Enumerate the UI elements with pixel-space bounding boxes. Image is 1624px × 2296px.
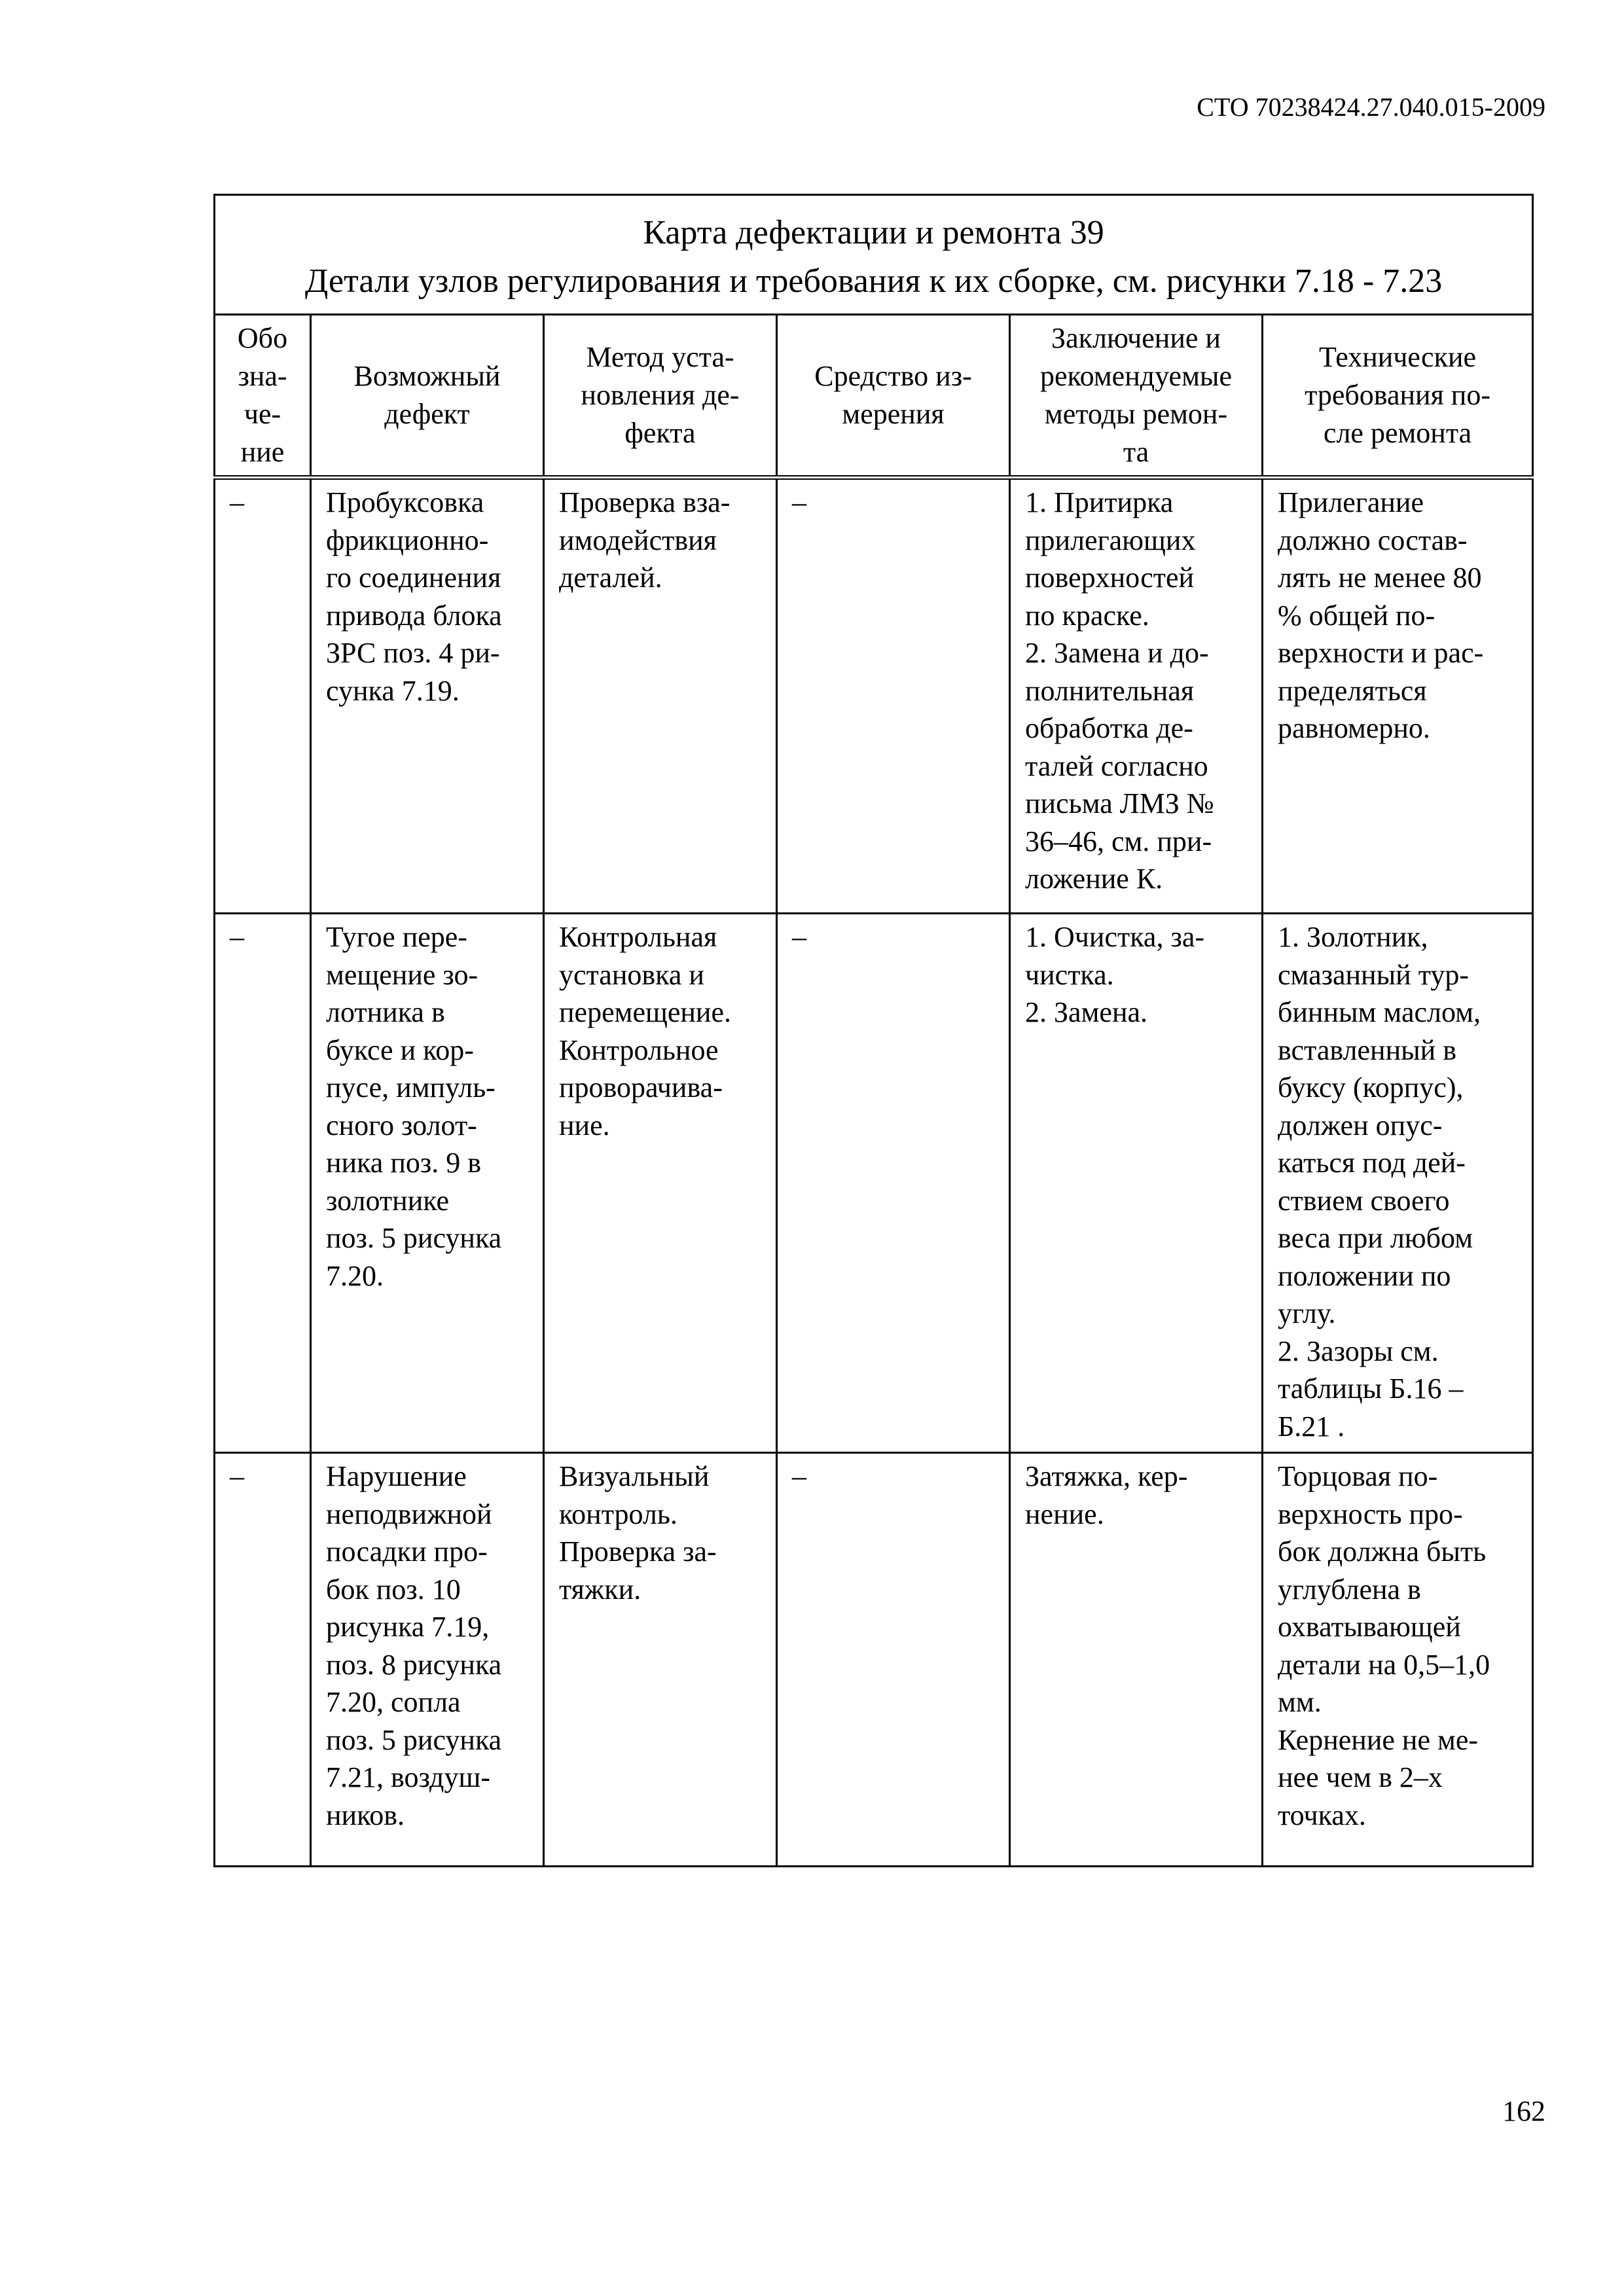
cell-defect: Нарушение неподвижной посадки про- бок поз. 10 рисунка 7.19, поз. 8 рисунка 7.20, сопла поз. 5 рисунка 7.21, воздуш- ников. [311,1453,544,1867]
cell-conclusion: Затяжка, кер- нение. [1010,1453,1263,1867]
column-header-designation: Обо зна- че- ние [215,315,311,478]
card-title-line-1: Карта дефектации и ремонта 39 [643,214,1104,251]
card-title [215,195,1533,315]
cell-designation: – [215,1453,311,1867]
card-title-row [215,195,1533,315]
column-header-requirements: Технические требования по- сле ремонта [1263,315,1533,478]
cell-requirements: 1. Золотник, смазанный тур- бинным маслом, вставленный в буксу (корпус), должен опус- каться под дей- ствием своего веса при любом положении по углу. 2. Зазоры см. таблицы Б.16 – Б.21 . [1263,914,1533,1453]
cell-defect: Пробуксовка фрикционно- го соединения привода блока ЗРС поз. 4 ри- сунка 7.19. [311,478,544,914]
table-header-row [215,315,1533,478]
column-header-conclusion: Заключение и рекомендуемые методы ремон- та [1010,315,1263,478]
cell-method: Проверка вза- имодействия деталей. [544,478,777,914]
defect-repair-card-table [213,194,1534,1867]
table-row [215,1453,1533,1867]
cell-method: Визуальный контроль. Проверка за- тяжки. [544,1453,777,1867]
cell-requirements: Торцовая по- верхность про- бок должна быть углублена в охватывающей детали на 0,5–1,0 мм. Кернение не ме- нее чем в 2–х точках. [1263,1453,1533,1867]
cell-method: Контрольная установка и перемещение. Контрольное проворачива- ние. [544,914,777,1453]
column-header-means: Средство из- мерения [777,315,1010,478]
cell-conclusion: 1. Очистка, за- чистка. 2. Замена. [1010,914,1263,1453]
card-title-line-2: Детали узлов регулирования и требования к их сборке, см. рисунки 7.18 - 7.23 [304,262,1443,300]
column-header-defect: Возможный дефект [311,315,544,478]
cell-defect: Тугое пере- мещение зо- лотника в буксе и кор- пусе, импуль- сного золот- ника поз. 9 в золотнике поз. 5 рисунка 7.20. [311,914,544,1453]
cell-conclusion: 1. Притирка прилегающих поверхностей по краске. 2. Замена и до- полнительная обработка де- талей согласно письма ЛМЗ № 36–46, см. при- ложение К. [1010,478,1263,914]
document-code: СТО 70238424.27.040.015-2009 [1197,92,1545,122]
cell-designation: – [215,914,311,1453]
column-header-method: Метод уста- новления де- фекта [544,315,777,478]
table-row [215,478,1533,914]
cell-means: – [777,1453,1010,1867]
page-number: 162 [1502,2095,1545,2127]
cell-means: – [777,478,1010,914]
table-row [215,914,1533,1453]
cell-requirements: Прилегание должно состав- лять не менее 80 % общей по- верхности и рас- пределяться равномерно. [1263,478,1533,914]
cell-designation: – [215,478,311,914]
cell-means: – [777,914,1010,1453]
